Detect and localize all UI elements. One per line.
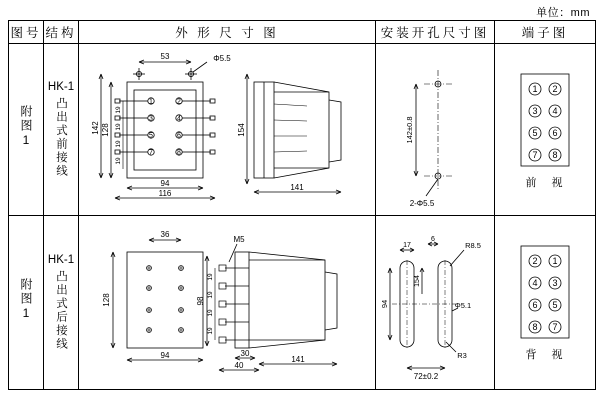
svg-text:154: 154 <box>414 275 421 287</box>
svg-text:30: 30 <box>240 349 250 358</box>
svg-text:3: 3 <box>552 278 558 288</box>
mounting-drawing-2 <box>376 216 495 390</box>
fig-no-cell-1 <box>9 44 44 216</box>
header-mounting: 安装开孔尺寸图 <box>376 21 495 44</box>
terminal-drawing-2 <box>495 216 596 390</box>
terminal-svg-2 <box>495 216 595 390</box>
svg-text:5: 5 <box>149 132 153 140</box>
terminal-caption-1: 前 视 <box>525 177 565 189</box>
outline-svg-1 <box>79 44 375 216</box>
fig-no-label-1: 附图1 <box>19 105 33 149</box>
table-row <box>9 216 596 390</box>
svg-text:19: 19 <box>115 157 122 165</box>
svg-text:4: 4 <box>552 106 558 116</box>
svg-text:8: 8 <box>532 322 538 332</box>
svg-text:Φ5.1: Φ5.1 <box>454 301 472 310</box>
header-fig-no: 图号 <box>9 21 44 44</box>
header-structure: 结构 <box>44 21 79 44</box>
svg-text:94: 94 <box>160 179 170 188</box>
table-row <box>9 44 596 216</box>
mounting-svg-2 <box>376 216 494 390</box>
svg-text:2-Φ5.5: 2-Φ5.5 <box>409 199 435 208</box>
svg-text:6: 6 <box>177 132 181 140</box>
svg-text:2: 2 <box>532 256 538 266</box>
svg-text:3: 3 <box>532 106 538 116</box>
svg-text:19: 19 <box>115 106 122 114</box>
svg-text:141: 141 <box>291 355 305 364</box>
svg-text:Φ5.5: Φ5.5 <box>213 54 231 63</box>
mounting-svg-1 <box>376 44 494 216</box>
svg-text:128: 128 <box>102 293 111 307</box>
svg-text:36: 36 <box>160 230 170 239</box>
fig-no-label-2: 附图1 <box>19 278 33 322</box>
svg-text:154: 154 <box>237 123 246 137</box>
svg-text:53: 53 <box>160 52 170 61</box>
svg-text:7: 7 <box>552 322 558 332</box>
svg-text:4: 4 <box>532 278 538 288</box>
outline-drawing-1 <box>79 44 376 216</box>
terminal-drawing-1 <box>495 44 596 216</box>
svg-text:2: 2 <box>177 98 181 106</box>
svg-text:19: 19 <box>207 309 214 317</box>
outline-drawing-2 <box>79 216 376 390</box>
svg-text:19: 19 <box>115 123 122 131</box>
svg-text:R8.5: R8.5 <box>465 241 481 250</box>
structure-cell-1 <box>44 44 79 216</box>
fig-no-cell-2 <box>9 216 44 390</box>
svg-text:142±0.8: 142±0.8 <box>405 116 414 144</box>
svg-text:40: 40 <box>234 361 244 370</box>
svg-text:8: 8 <box>177 149 181 157</box>
svg-text:94: 94 <box>380 299 389 309</box>
svg-text:19: 19 <box>207 273 214 281</box>
svg-text:116: 116 <box>158 189 172 198</box>
svg-text:2: 2 <box>552 84 558 94</box>
svg-text:7: 7 <box>532 150 538 160</box>
svg-text:98: 98 <box>196 296 205 306</box>
terminal-svg-1 <box>495 44 595 216</box>
outline-svg-2 <box>79 216 375 390</box>
svg-text:8: 8 <box>552 150 558 160</box>
terminal-caption-2: 背 视 <box>525 349 565 361</box>
svg-text:19: 19 <box>207 291 214 299</box>
svg-text:M5: M5 <box>233 235 245 244</box>
svg-text:142: 142 <box>91 121 100 135</box>
mounting-drawing-1 <box>376 44 495 216</box>
svg-text:1: 1 <box>532 84 538 94</box>
header-terminal: 端子图 <box>495 21 596 44</box>
svg-text:141: 141 <box>290 183 304 192</box>
svg-text:94: 94 <box>160 351 170 360</box>
table-header-row <box>9 21 596 44</box>
header-outline: 外 形 尺 寸 图 <box>79 21 376 44</box>
svg-text:6: 6 <box>431 236 435 243</box>
svg-text:5: 5 <box>552 300 558 310</box>
structure-label-1: 凸出式前接线 <box>55 97 67 178</box>
svg-text:4: 4 <box>177 115 181 123</box>
svg-text:19: 19 <box>207 327 214 335</box>
svg-text:1: 1 <box>149 98 153 106</box>
svg-text:17: 17 <box>403 242 411 249</box>
svg-text:6: 6 <box>532 300 538 310</box>
structure-label-2: 凸出式后接线 <box>55 270 67 351</box>
svg-text:1: 1 <box>552 256 558 266</box>
svg-text:R3: R3 <box>457 351 467 360</box>
svg-text:6: 6 <box>552 128 558 138</box>
svg-text:5: 5 <box>532 128 538 138</box>
svg-text:72±0.2: 72±0.2 <box>413 372 439 381</box>
svg-text:7: 7 <box>149 149 153 157</box>
svg-text:3: 3 <box>149 115 153 123</box>
dimension-table <box>8 20 596 390</box>
unit-label: 单位：mm <box>536 7 590 19</box>
model-label-1: HK-1 <box>47 81 75 93</box>
svg-text:128: 128 <box>101 123 110 137</box>
svg-text:19: 19 <box>115 140 122 148</box>
model-label-2: HK-1 <box>47 254 75 266</box>
structure-cell-2 <box>44 216 79 390</box>
